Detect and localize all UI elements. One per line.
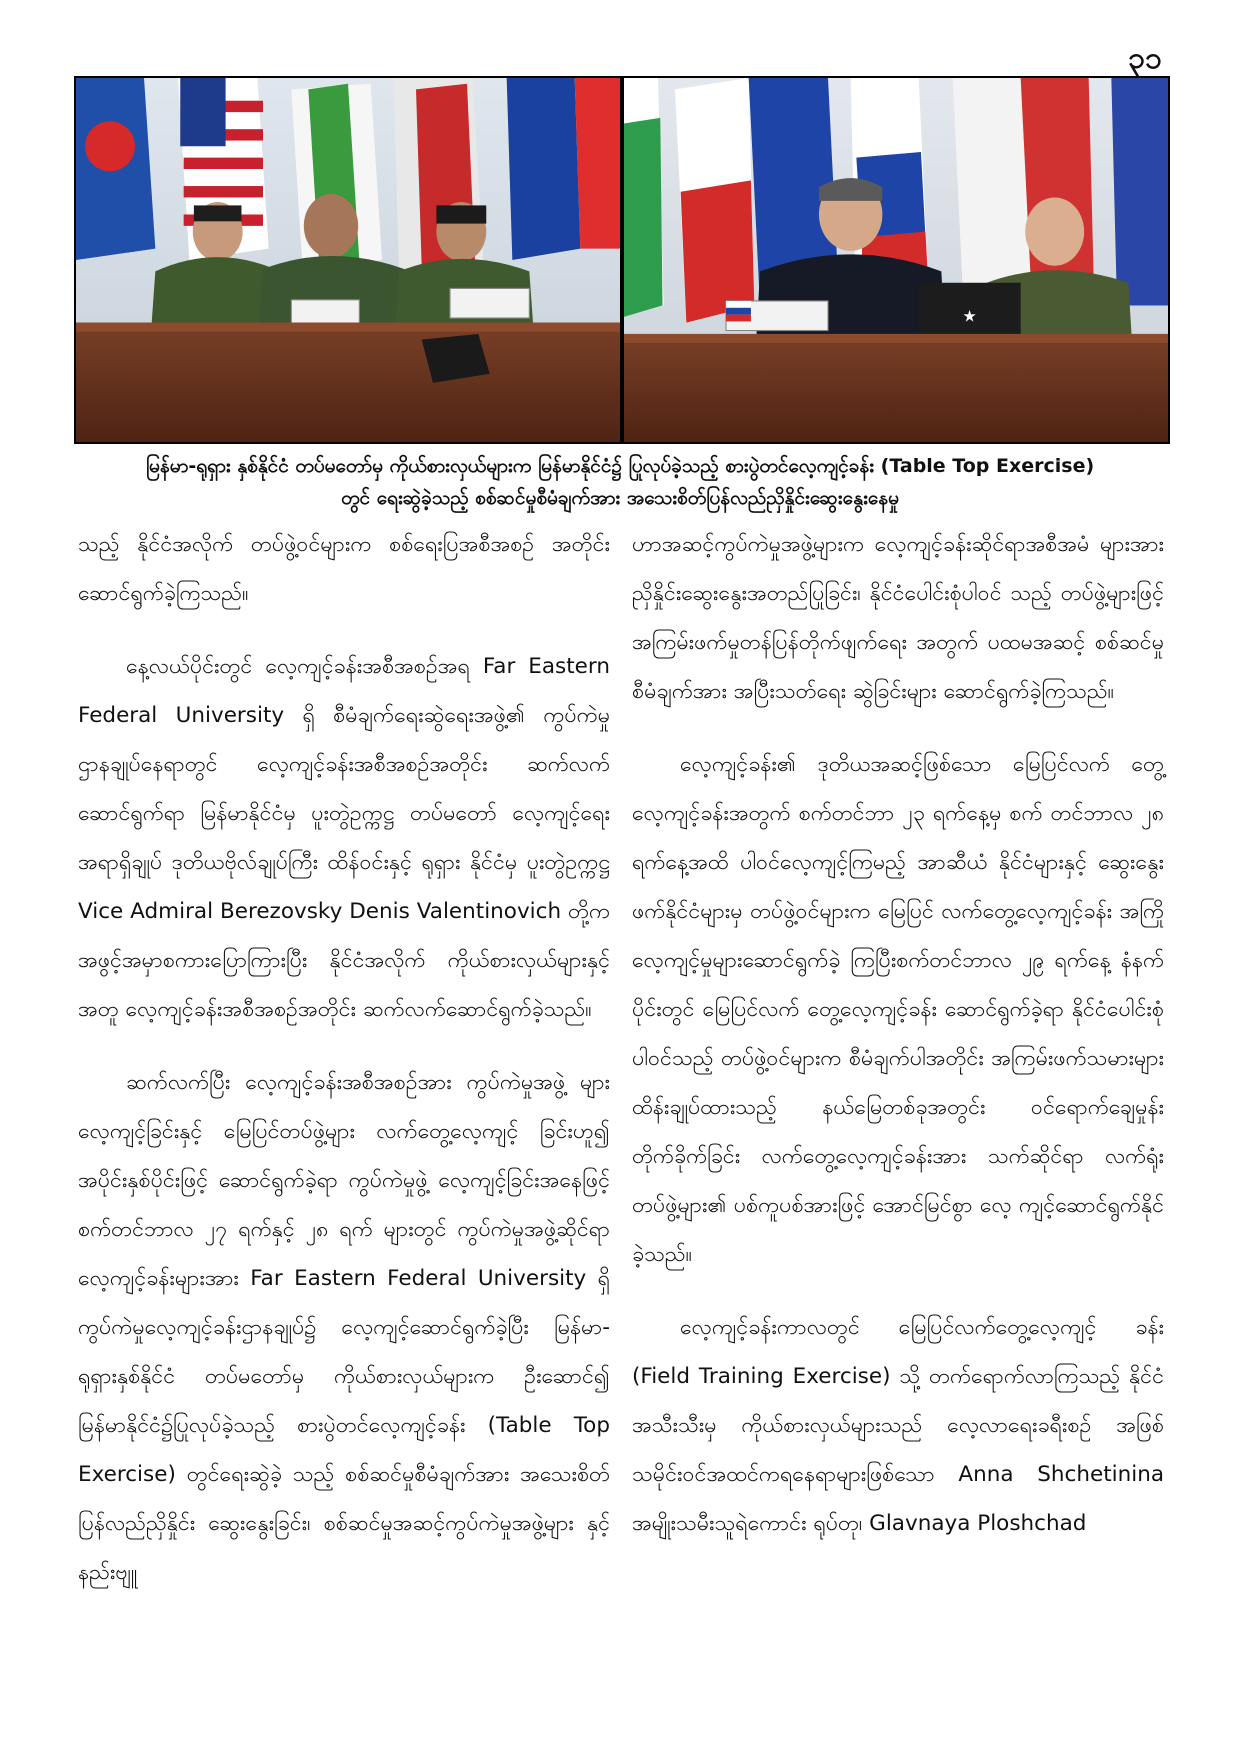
conference-table	[624, 334, 1168, 442]
caption-line-2: တွင် ရေးဆွဲခဲ့သည့် စစ်ဆင်မှုစီမံချက်အား အသေးစိတ်ပြန်လည်ညှိနှိုင်းဆွေးနွေးနေမှု	[341, 487, 899, 509]
photo-myanmar-delegation	[76, 78, 620, 442]
paragraph: ဟာအဆင့်ကွပ်ကဲမှုအဖွဲ့များက လေ့ကျင့်ခန်းဆိုင်ရာအစီအမံ များအား ညှိနှိုင်းဆွေးနွေးအတည်ပြုခြင်း၊ နိုင်ငံပေါင်းစုံပါဝင် သည့် တပ်ဖွဲ့များဖြင့် အကြမ်းဖက်မှုတန်ပြန်တိုက်ဖျက်ရေး အတွက် ပထမအဆင့် စစ်ဆင်မှုစီမံချက်အား အပြီးသတ်ရေး ဆွဲခြင်းများ ဆောင်ရွက်ခဲ့ကြသည်။	[632, 532, 1164, 704]
conference-table	[76, 323, 620, 442]
photo-russian-delegation	[624, 78, 1168, 442]
paragraph: ဆက်လက်ပြီး လေ့ကျင့်ခန်းအစီအစဉ်အား ကွပ်ကဲမှုအဖွဲ့ များလေ့ကျင့်ခြင်းနှင့် မြေပြင်တပ်ဖွဲ့များ လက်တွေ့လေ့ကျင့် ခြင်းဟူ၍ အပိုင်းနှစ်ပိုင်းဖြင့် ဆောင်ရွက်ခဲ့ရာ ကွပ်ကဲမှုဖွဲ့ လေ့ကျင့်ခြင်းအနေဖြင့် စက်တင်ဘာလ ၂၇ ရက်နှင့် ၂၈ ရက် များတွင် ကွပ်ကဲမှုအဖွဲ့ဆိုင်ရာလေ့ကျင့်ခန်းများအား Far Eastern Federal University ရှိ ကွပ်ကဲမှုလေ့ကျင့်ခန်းဌာနချုပ်၌ လေ့ကျင့်ဆောင်ရွက်ခဲ့ပြီး မြန်မာ-ရုရှားနှစ်နိုင်ငံ တပ်မတော်မှ ကိုယ်စားလှယ်များက ဦးဆောင်၍ မြန်မာနိုင်ငံ၌ပြုလုပ်ခဲ့သည့် စားပွဲတင်လေ့ကျင့်ခန်း (Table Top Exercise) တွင်ရေးဆွဲခဲ့ သည့် စစ်ဆင်မှုစီမံချက်အား အသေးစိတ် ပြန်လည်ညှိနှိုင်း ဆွေးနွေးခြင်း၊ စစ်ဆင်မှုအဆင့်ကွပ်ကဲမှုအဖွဲ့များ နှင့် နည်းဗျူ	[78, 1070, 610, 1585]
page-number: ၃၁	[1128, 41, 1162, 76]
paragraph: နေ့လယ်ပိုင်းတွင် လေ့ကျင့်ခန်းအစီအစဉ်အရ Far Eastern Federal University ရှိ စီမံချက်ရေးဆွဲရေးအဖွဲ့၏ ကွပ်ကဲမှုဌာနချုပ်နေရာတွင် လေ့ကျင့်ခန်းအစီအစဉ်အတိုင်း ဆက်လက်ဆောင်ရွက်ရာ မြန်မာနိုင်ငံမှ ပူးတွဲဥက္ကဋ္ဌ တပ်မတော် လေ့ကျင့်ရေးအရာရှိချုပ် ဒုတိယဗိုလ်ချုပ်ကြီး ထိန်ဝင်းနှင့် ရုရှား နိုင်ငံမှ ပူးတွဲဥက္ကဋ္ဌ Vice Admiral Berezovsky Denis Valentinovich တို့က အဖွင့်အမှာစကားပြောကြားပြီး နိုင်ငံအလိုက် ကိုယ်စားလှယ်များနှင့်အတူ လေ့ကျင့်ခန်းအစီအစဉ်အတိုင်း ဆက်လက်ဆောင်ရွက်ခဲ့သည်။	[78, 654, 610, 1022]
paragraph: လေ့ကျင့်ခန်း၏ ဒုတိယအဆင့်ဖြစ်သော မြေပြင်လက် တွေ့လေ့ကျင့်ခန်းအတွက် စက်တင်ဘာ ၂၃ ရက်နေ့မှ စက် တင်ဘာလ ၂၈ ရက်နေ့အထိ ပါဝင်လေ့ကျင့်ကြမည့် အာဆီယံ နိုင်ငံများနှင့် ဆွေးနွေးဖက်နိုင်ငံများမှ တပ်ဖွဲ့ဝင်များက မြေပြင် လက်တွေ့လေ့ကျင့်ခန်း အကြိုလေ့ကျင့်မှုများဆောင်ရွက်ခဲ့ ကြပြီးစက်တင်ဘာလ ၂၉ ရက်နေ့ နံနက်ပိုင်းတွင် မြေပြင်လက် တွေ့လေ့ကျင့်ခန်း ဆောင်ရွက်ခဲ့ရာ နိုင်ငံပေါင်းစုံ ပါဝင်သည့် တပ်ဖွဲ့ဝင်များက စီမံချက်ပါအတိုင်း အကြမ်းဖက်သမားများ ထိန်းချုပ်ထားသည့် နယ်မြေတစ်ခုအတွင်း ဝင်ရောက်ချေမှုန်း တိုက်ခိုက်ခြင်း လက်တွေ့လေ့ကျင့်ခန်းအား သက်ဆိုင်ရာ လက်ရုံးတပ်ဖွဲ့များ၏ ပစ်ကူပစ်အားဖြင့် အောင်မြင်စွာ လေ့ ကျင့်ဆောင်ရွက်နိုင်ခဲ့သည်။	[632, 752, 1164, 1267]
photo-strip	[74, 76, 1170, 444]
photo-caption	[74, 450, 1166, 514]
paragraph: လေ့ကျင့်ခန်းကာလတွင် မြေပြင်လက်တွေ့လေ့ကျင့် ခန်း (Field Training Exercise) သို့ တက်ရောက်လာကြသည့် နိုင်ငံအသီးသီးမှ ကိုယ်စားလှယ်များသည် လေ့လာရေးခရီးစဉ် အဖြစ် သမိုင်းဝင်အထင်ကရနေရာများဖြစ်သော Anna Shchetinina အမျိုးသမီးသူရဲကောင်း ရုပ်တု၊ Glavnaya Ploshchad	[632, 1315, 1164, 1536]
caption-line-1: မြန်မာ-ရုရှား နှစ်နိုင်ငံ တပ်မတော်မှ ကိုယ်စားလှယ်များက မြန်မာနိုင်ငံ၌ ပြုလုပ်ခဲ့သည့် စားပွဲတင်လေ့ကျင့်ခန်း (Table Top Exercise)	[145, 455, 1095, 477]
svg-text:★: ★	[962, 306, 977, 326]
photo-russian-delegation-image	[624, 78, 1168, 442]
body-column-left	[78, 520, 610, 1621]
body-column-right	[632, 520, 1164, 1572]
photo-myanmar-delegation-image	[76, 78, 620, 442]
paragraph: သည့် နိုင်ငံအလိုက် တပ်ဖွဲ့ဝင်များက စစ်ရေးပြအစီအစဉ် အတိုင်း ဆောင်ရွက်ခဲ့ကြသည်။	[78, 532, 610, 606]
